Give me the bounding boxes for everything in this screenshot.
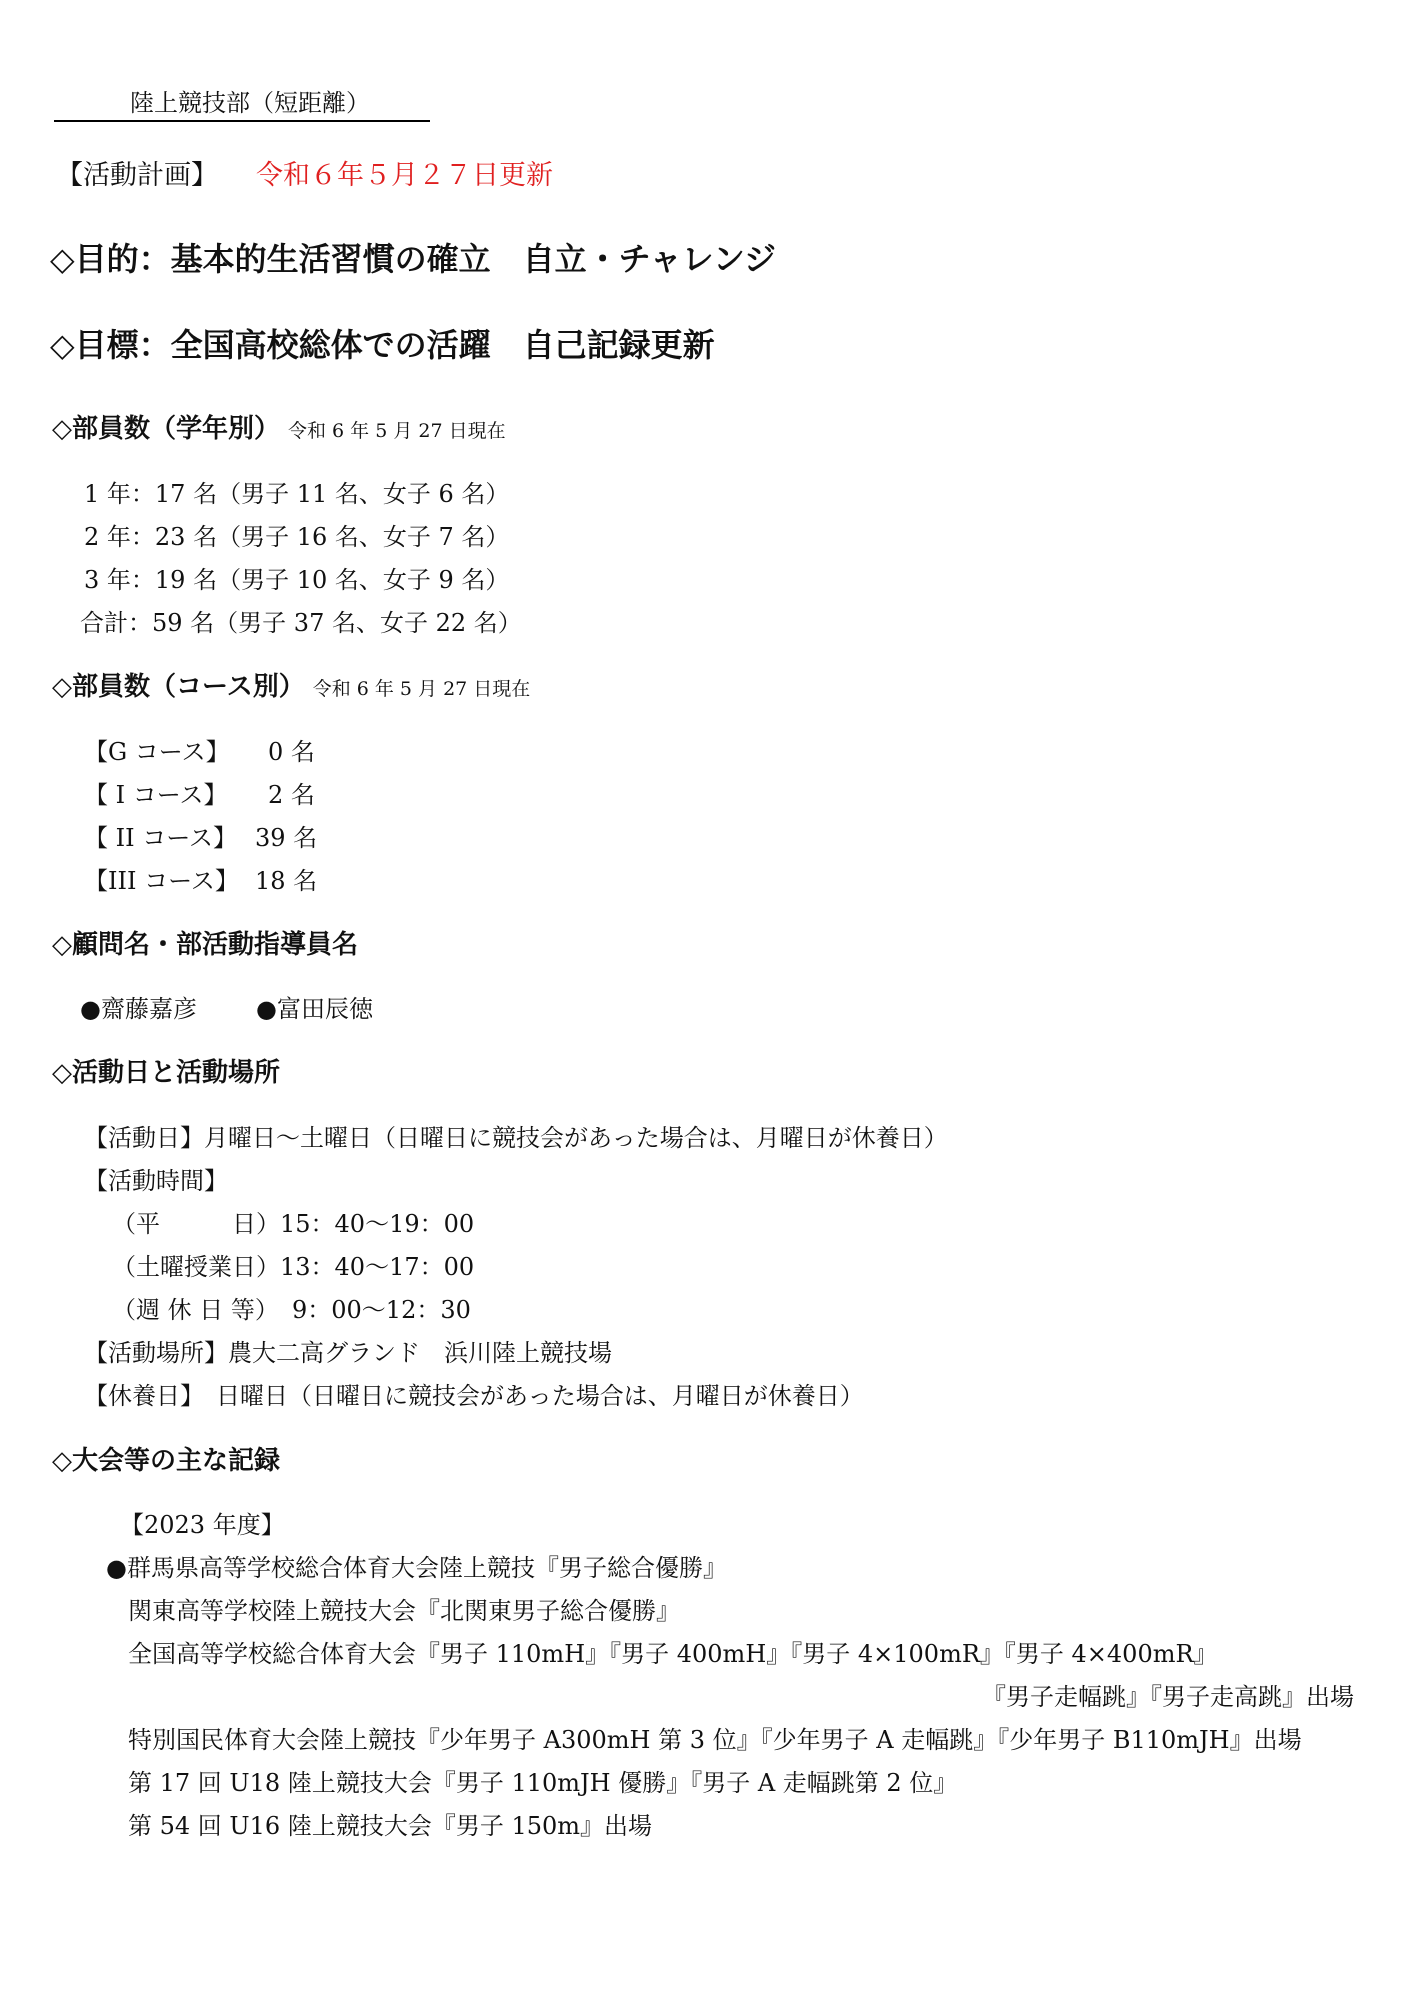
advisor-name-2: ●富田辰徳 [256,995,373,1023]
grade-row-3: 3 年：19 名（男子 10 名、女子 9 名） [84,566,510,594]
activity-heading: ◇活動日と活動場所 [52,1058,280,1088]
records-heading: ◇大会等の主な記録 [52,1446,280,1476]
plan-updated-date: 令和６年５月２７日更新 [256,160,553,191]
record-line-3: 全国高等学校総合体育大会『男子 110mH』『男子 400mH』『男子 4×100mR』『男子 4×400mR』 [128,1640,1218,1668]
hours-saturday-label: （土曜授業日） [112,1253,280,1281]
members-grade-heading-text: ◇部員数（学年別） [52,414,280,444]
members-course-date: 令和 6 年 5 月 27 日現在 [312,678,531,700]
members-grade-date: 令和 6 年 5 月 27 日現在 [288,420,506,442]
record-line-5: 第 17 回 U18 陸上競技大会『男子 110mJH 優勝』『男子 A 走幅跳第 2 位』 [128,1769,958,1797]
activity-rest-day: 【休養日】 日曜日（日曜日に競技会があった場合は、月曜日が休養日） [84,1382,864,1410]
record-line-2: 関東高等学校陸上競技大会『北関東男子総合優勝』 [128,1597,680,1625]
grade-row-2: 2 年：23 名（男子 16 名、女子 7 名） [84,523,510,551]
activity-days: 【活動日】月曜日～土曜日（日曜日に競技会があった場合は、月曜日が休養日） [84,1124,948,1152]
course-count-1: 2 名 [268,781,315,809]
course-row-1: 【 I コース】 [84,781,228,809]
members-course-heading-text: ◇部員数（コース別） [52,672,305,702]
record-line-1: ●群馬県高等学校総合体育大会陸上競技『男子総合優勝』 [106,1554,727,1582]
course-count-g: 0 名 [268,738,315,766]
record-line-6: 第 54 回 U16 陸上競技大会『男子 150m』出場 [128,1812,653,1840]
course-count-2: 39 名 [255,824,318,852]
advisor-name-1: ●齋藤嘉彦 [80,995,197,1023]
grade-row-1: 1 年：17 名（男子 11 名、女子 6 名） [84,480,510,508]
records-year: 【2023 年度】 [120,1511,285,1539]
hours-holiday-label: （週 休 日 等） [112,1296,279,1324]
hours-weekday-time: 15：40～19：00 [280,1210,475,1238]
club-name: 陸上競技部（短距離） [54,88,430,122]
hours-holiday-time: 9：00～12：30 [292,1296,471,1324]
course-row-3: 【III コース】 [84,867,239,895]
members-grade-heading [52,408,506,445]
hours-weekday-label: （平 日） [112,1210,280,1238]
activity-place: 【活動場所】農大二高グランド 浜川陸上競技場 [84,1339,612,1367]
activity-hours-label: 【活動時間】 [84,1167,228,1195]
course-row-g: 【G コース】 [84,738,230,766]
purpose-heading: ◇目的：基本的生活習慣の確立 自立・チャレンジ [50,240,777,278]
hours-saturday-time: 13：40～17：00 [280,1253,475,1281]
course-row-2: 【 II コース】 [84,824,238,852]
members-course-heading [52,666,530,703]
grade-row-total: 合計：59 名（男子 37 名、女子 22 名） [80,609,522,637]
goal-heading: ◇目標：全国高校総体での活躍 自己記録更新 [50,326,715,364]
course-count-3: 18 名 [255,867,318,895]
plan-label: 【活動計画】 [56,160,218,191]
record-line-4: 特別国民体育大会陸上競技『少年男子 A300mH 第 3 位』『少年男子 A 走幅跳』『少年男子 B110mJH』出場 [128,1726,1302,1754]
advisors-heading: ◇顧問名・部活動指導員名 [52,930,358,960]
record-line-3-cont: 『男子走幅跳』『男子走高跳』出場 [982,1683,1354,1711]
